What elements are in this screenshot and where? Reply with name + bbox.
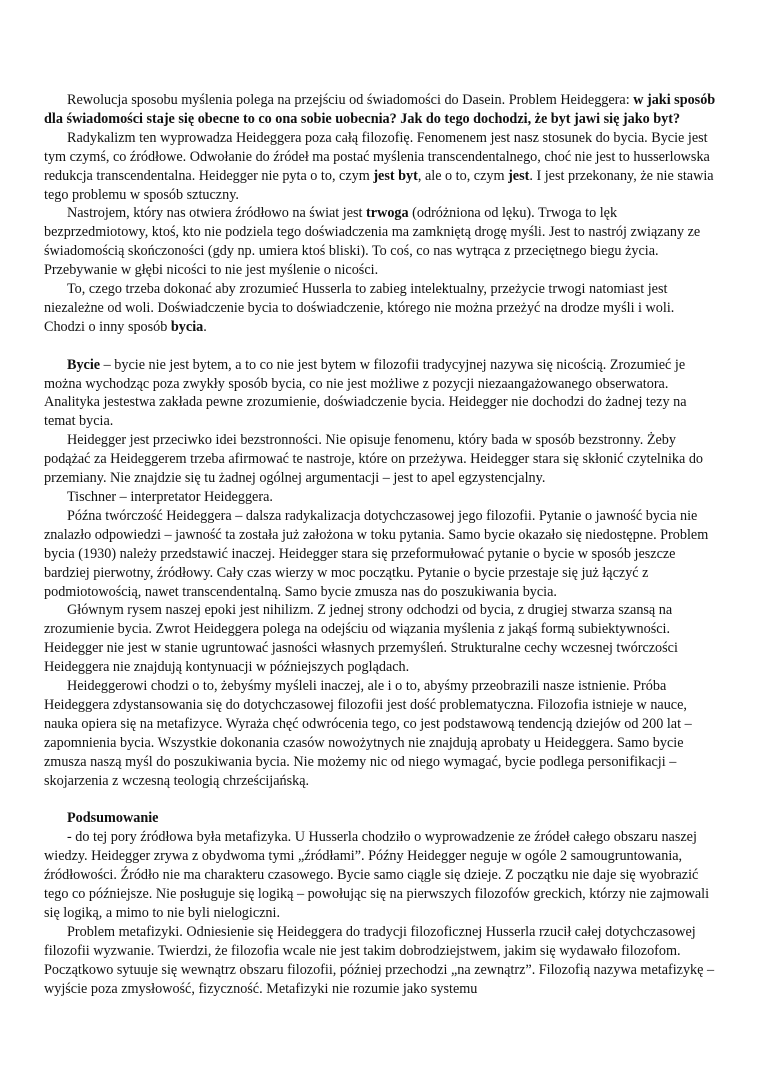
paragraph-5: Bycie – bycie nie jest bytem, a to co nie jest bytem w filozofii tradycyjnej nazywa się nicością. Zrozumieć je można wychodząc poza zwykły sposób bycia, co nie jest możliwe z pozycji niezaangażowanego obserwatora. Analityka jestestwa zakłada pewne zrozumienie, doświadczenie bycia. Heidegger nie dochodzi do żadnej tezy na temat bycia. <box>44 356 687 430</box>
paragraph-4: To, czego trzeba dokonać aby zrozumieć Husserla to zabieg intelektualny, przeżycie trwogi natomiast jest niezależne od woli. Doświadczenie bycia to doświadczenie, którego nie można przeżyć na drodze myśli i woli. Chodzi o inny sposób bycia. <box>44 281 675 335</box>
document-body <box>44 91 716 998</box>
paragraph-1: Rewolucja sposobu myślenia polega na przejściu od świadomości do Dasein. Problem Heideggera: w jaki sposób dla świadomości staje się obecne to co ona sobie uobecnia? Jak do tego dochodzi, że byt jawi się jako byt? <box>44 92 716 127</box>
paragraph-12: Problem metafizyki. Odniesienie się Heideggera do tradycji filozoficznej Husserla rzucił całej dotychczasowej filozofii wyzwanie. Twierdzi, że filozofia wcale nie jest takim dobrodziejstwem, jakim się wydawało filozofom. Początkowo sytuuje się wewnątrz obszaru filozofii, później przechodzi „na zewnątrz”. Filozofią nazywa metafizykę – wyjście poza zmysłowość, fizyczność. Metafizyki nie rozumie jako systemu <box>44 923 715 997</box>
paragraph-2: Radykalizm ten wyprowadza Heideggera poza całą filozofię. Fenomenem jest nasz stosunek do bycia. Bycie jest tym czymś, co źródłowe. Odwołanie do źródeł ma postać myślenia transcendentalnego, choć nie jest to husserlowska redukcja transcendentalna. Heidegger nie pyta o to, czym jest byt, ale o to, czym jest. I jest przekonany, że nie stawia tego problemu w sposób sztuczny. <box>44 129 714 203</box>
spacer <box>44 337 716 356</box>
paragraph-7: Tischner – interpretator Heideggera. <box>67 489 273 506</box>
paragraph-8: Późna twórczość Heideggera – dalsza radykalizacja dotychczasowej jego filozofii. Pytanie o jawność bycia nie znalazło odpowiedzi – jawność ta została już założona w toku pytania. Samo bycie okazało się niedostępne. Problem bycia (1930) należy przedstawić inaczej. Heidegger stara się przeformułować pytanie o bycie w sposób jeszcze bardziej pierwotny, źródłowy. Cały czas wierzy w moc początku. Pytanie o bycie przestaje się już łączyć z podmiotowością, nawet transcendentalną. Samo bycie zmusza nas do poszukiwania bycia. <box>44 507 709 600</box>
bold-question: w jaki sposób dla świadomości staje się obecne to co ona sobie uobecnia? Jak do tego dochodzi, że byt jawi się jako byt? <box>44 92 716 127</box>
paragraph-11: - do tej pory źródłowa była metafizyka. U Husserla chodziło o wyprowadzenie ze źródeł całego obszaru naszej wiedzy. Heidegger zrywa z obydwoma tymi „źródłami”. Późny Heidegger neguje w ogóle 2 samougruntowania, źródłowości. Źródło nie ma charakteru czasowego. Bycie samo ciągle się dzieje. Z początku nie daje się wyobrazić tego co późniejsze. Nie posługuje się logiką – powołując się na pierwszych filozofów greckich, którzy nie zajmowali się logiką, a mimo to nie byli nielogiczni. <box>44 829 710 921</box>
spacer <box>44 791 716 810</box>
section-heading: Podsumowanie <box>67 810 159 827</box>
paragraph-9: Głównym rysem naszej epoki jest nihilizm. Z jednej strony odchodzi od bycia, z drugiej stwarza szansą na zrozumienie bycia. Zwrot Heideggera polega na odejściu od wiązania myślenia z jakąś formą subiektywności. Heidegger nie jest w stanie ugruntować jasności własnych przemyśleń. Strukturalne cechy wczesnej twórczości Heideggera nie znajdują kontynuacji w późniejszych poglądach. <box>44 602 678 676</box>
paragraph-3: Nastrojem, który nas otwiera źródłowo na świat jest trwoga (odróżniona od lęku). Trwoga to lęk bezprzedmiotowy, ktoś, kto nie podziela tego doświadczenia ma zamkniętą drogę myśli. Jest to nastrój związany ze świadomością skończoności (gdy np. umiera ktoś bliski). To coś, co nas wytrąca z przeciętnego biegu życia. Przebywanie w głębi nicości to nie jest myślenie o nicości. <box>44 205 701 279</box>
paragraph-6: Heidegger jest przeciwko idei bezstronności. Nie opisuje fenomenu, który bada w sposób bezstronny. Żeby podążać za Heideggerem trzeba afirmować te nastroje, które on przeżywa. Heidegger stara się skłonić czytelnika do przemiany. Nie znajdzie się tu żadnej ogólnej argumentacji – jest to apel egzystencjalny. <box>44 432 704 487</box>
paragraph-10: Heideggerowi chodzi o to, żebyśmy myśleli inaczej, ale i o to, abyśmy przeobrazili nasze istnienie. Próba Heideggera zdystansowania się do dotychczasowej filozofii jest dość problematyczna. Filozofia istnieje w nauce, nauka opiera się na metafizyce. Wyraża chęć odwrócenia tego, co jest podstawową tendencją dziejów od 200 lat – zapomnienia bycia. Wszystkie dokonania czasów nowożytnych nie znajdują aprobaty u Heideggera. Samo bycie zmusza naszą myśl do poszukiwania bycia. Nie możemy nic od niego wymagać, bycie podlega personifikacji – skojarzenia z wczesną teologią chrześcijańską. <box>44 678 692 789</box>
